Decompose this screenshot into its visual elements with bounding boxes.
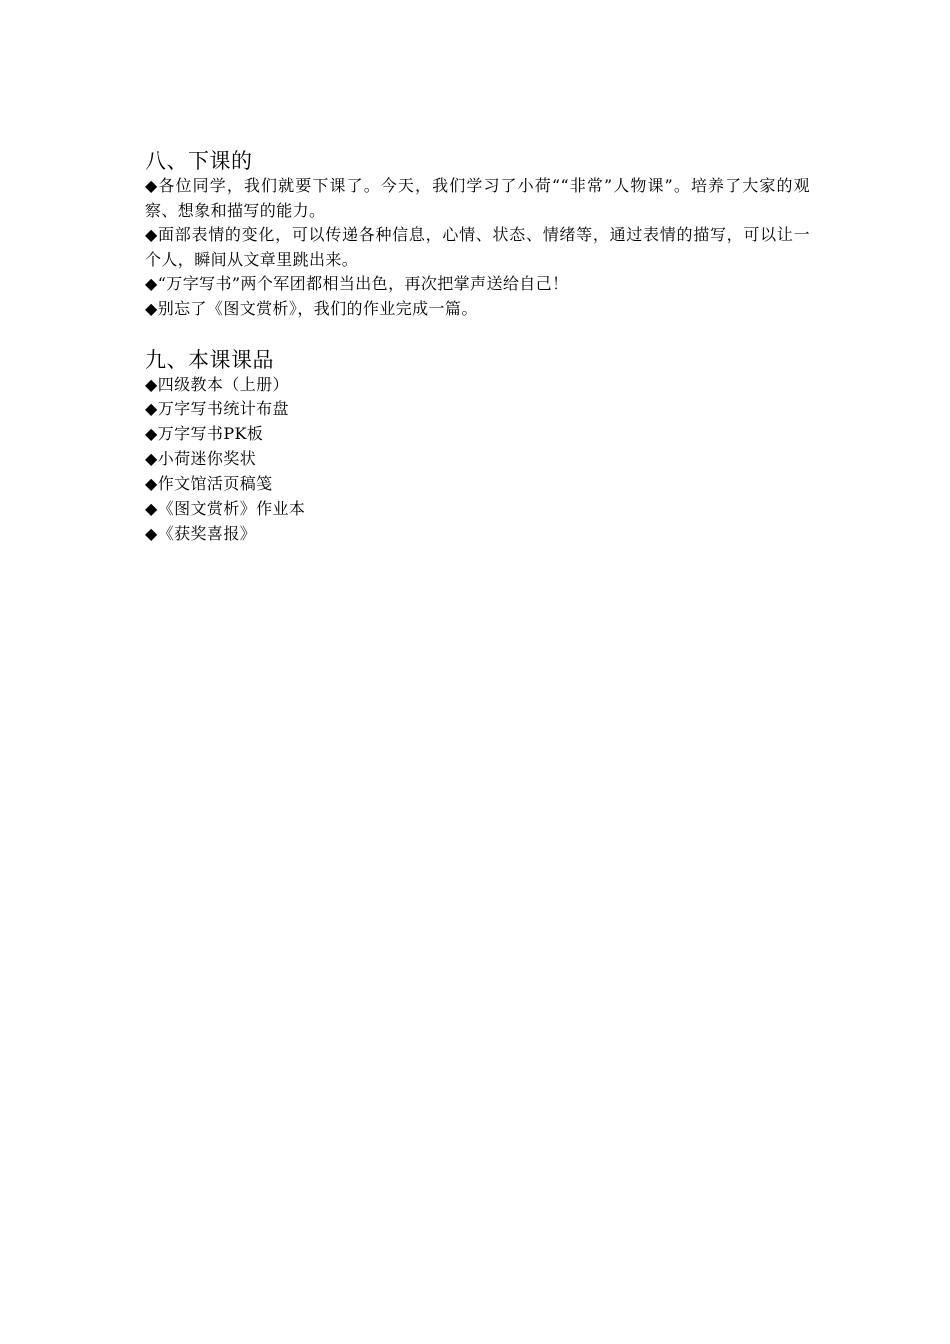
list-item xyxy=(145,522,810,547)
diamond-bullet-icon: ◆ xyxy=(145,225,159,245)
list-item-text: 《图文赏析》作业本 xyxy=(157,499,306,519)
list-item xyxy=(145,497,810,522)
diamond-bullet-icon: ◆ xyxy=(145,524,158,543)
paragraph xyxy=(145,272,810,297)
materials-list xyxy=(145,373,810,547)
diamond-bullet-icon: ◆ xyxy=(145,499,158,519)
paragraph xyxy=(145,297,810,322)
document-content xyxy=(145,148,810,547)
diamond-bullet-icon: ◆ xyxy=(145,374,158,394)
diamond-bullet-icon: ◆ xyxy=(145,474,158,494)
paragraph-text: 面部表情的变化，可以传递各种信息，心情、状态、情绪等，通过表情的描写，可以让一个人，瞬间从文章里跳出来。 xyxy=(145,225,810,269)
list-item-text: 小荷迷你奖状 xyxy=(157,449,257,469)
paragraph-text: “万字写书”两个军团都相当出色，再次把掌声送给自己！ xyxy=(157,274,569,294)
list-item xyxy=(145,422,810,447)
list-item xyxy=(145,397,810,422)
list-item-text: 作文馆活页稿笺 xyxy=(157,474,273,494)
diamond-bullet-icon: ◆ xyxy=(145,298,158,318)
diamond-bullet-icon: ◆ xyxy=(145,449,158,469)
list-item xyxy=(145,447,810,472)
paragraph xyxy=(145,174,810,223)
diamond-bullet-icon: ◆ xyxy=(145,274,158,294)
list-item xyxy=(145,472,810,497)
list-item-text: 《获奖喜报》 xyxy=(157,524,257,543)
list-item-text: 万字写书PK板 xyxy=(157,424,264,444)
paragraph-text: 各位同学，我们就要下课了。今天，我们学习了小荷““非常”人物课”。培养了大家的观察、想象和描写的能力。 xyxy=(145,176,810,220)
diamond-bullet-icon: ◆ xyxy=(145,176,159,195)
list-item-text: 四级教本（上册） xyxy=(157,374,289,394)
section-class-ending xyxy=(145,148,810,322)
section-course-materials xyxy=(145,347,810,547)
diamond-bullet-icon: ◆ xyxy=(145,424,158,444)
list-item-text: 万字写书统计布盘 xyxy=(157,399,289,419)
paragraph xyxy=(145,223,810,272)
list-item xyxy=(145,373,810,398)
paragraph-text: 别忘了《图文赏析》，我们的作业完成一篇。 xyxy=(157,298,478,318)
section-heading: 九、本课课品 xyxy=(145,347,274,372)
section-heading: 八、下课的 xyxy=(145,149,253,173)
diamond-bullet-icon: ◆ xyxy=(145,399,158,419)
